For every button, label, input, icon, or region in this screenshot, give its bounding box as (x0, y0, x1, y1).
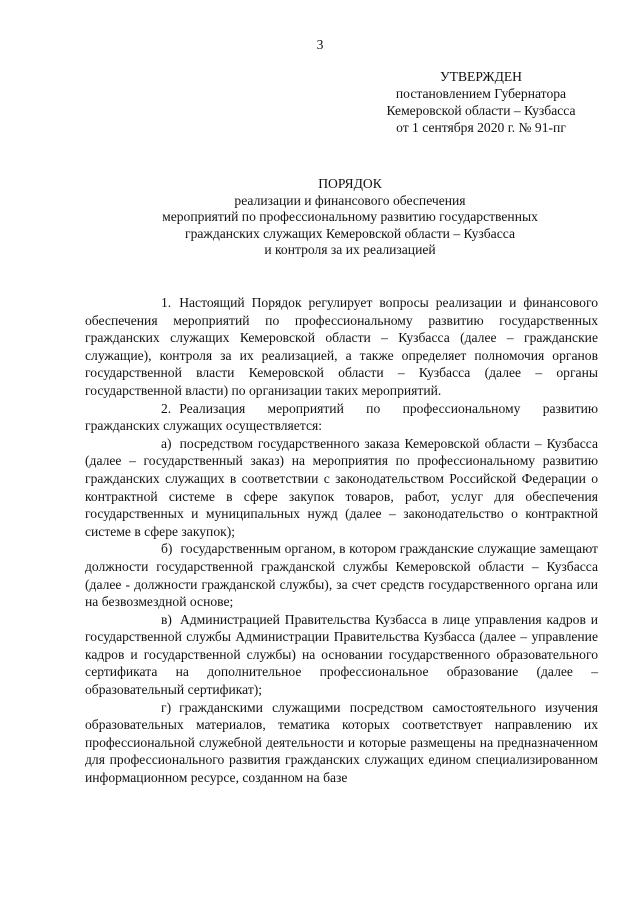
approval-line: постановлением Губернатора (395, 86, 567, 101)
paragraph-1 (85, 294, 598, 400)
approval-heading: УТВЕРЖДЕН (440, 69, 522, 84)
title-line: мероприятий по профессиональному развитию государственных (162, 209, 538, 224)
paragraph-number: 1. (161, 295, 172, 310)
paragraph-number: 2. (161, 400, 172, 416)
subitem-letter: г) (161, 699, 172, 715)
paragraph-text: Администрацией Правительства Кузбасса в лице управления кадров и государственной службы Администрации Правительства Кузбасса (далее – управление кадров и государственной службы) на основании государственного образовательного сертификата на дополнительное профессиональное образование (далее – образовательный сертификат); (85, 611, 598, 698)
paragraph-text: государственным органом, в котором гражданские служащие замещают должности государственной гражданской службы Кемеровской области – Кузбасса (далее - должности гражданской службы), за счет средств государственного органа или на безвозмездной основе; (85, 541, 598, 610)
title-line: гражданских служащих Кемеровской области – Кузбасса (185, 225, 515, 241)
approval-line: Кемеровской области – Кузбасса (386, 103, 576, 118)
title-main: ПОРЯДОК (318, 176, 382, 191)
subitem-letter: в) (161, 611, 172, 627)
subitem-letter: а) (161, 435, 172, 451)
subitem-b (85, 540, 598, 610)
subitem-a (85, 435, 598, 541)
paragraph-2 (85, 400, 598, 435)
paragraph-text: Реализация мероприятий по профессиональному развитию гражданских служащих осуществляется: (85, 400, 598, 434)
paragraph-text: гражданскими служащими посредством самостоятельного изучения образовательных материалов, тематика которых соответствует направлению их профессиональной служебной деятельности и которые размещены на предназначенном для профессионального развития гражданских служащих едином специализированном информационном ресурсе, созданном на базе (85, 699, 598, 786)
approval-stamp (350, 68, 612, 136)
paragraph-text: посредством государственного заказа Кемеровской области – Кузбасса (далее – государственный заказ) на мероприятия по профессиональному развитию гражданских служащих в соответствии с законодательством Российской Федерации о контрактной системе в сфере закупок товаров, работ, услуг для обеспечения государственных и муниципальных нужд (далее – законодательство о контрактной системе в сфере закупок); (85, 435, 598, 539)
document-body (85, 294, 598, 787)
subitem-v (85, 611, 598, 699)
paragraph-text: Настоящий Порядок регулирует вопросы реализации и финансового обеспечения мероприятий по профессиональному развитию государственных гражданских служащих Кемеровской области – Кузбасса (далее – гражданские служащие), контроля за их реализацией, а также определяет полномочия органов государственной власти Кемеровской области – Кузбасса (далее – органы государственной власти) по организации таких мероприятий. (85, 295, 598, 398)
subitem-letter: б) (161, 541, 173, 557)
subitem-g (85, 699, 598, 787)
title-line: реализации и финансового обеспечения (234, 192, 466, 208)
document-title (60, 176, 640, 259)
title-line: и контроля за их реализацией (264, 242, 436, 257)
approval-line: от 1 сентября 2020 г. № 91-пг (396, 120, 566, 135)
page-number: 3 (316, 37, 324, 52)
